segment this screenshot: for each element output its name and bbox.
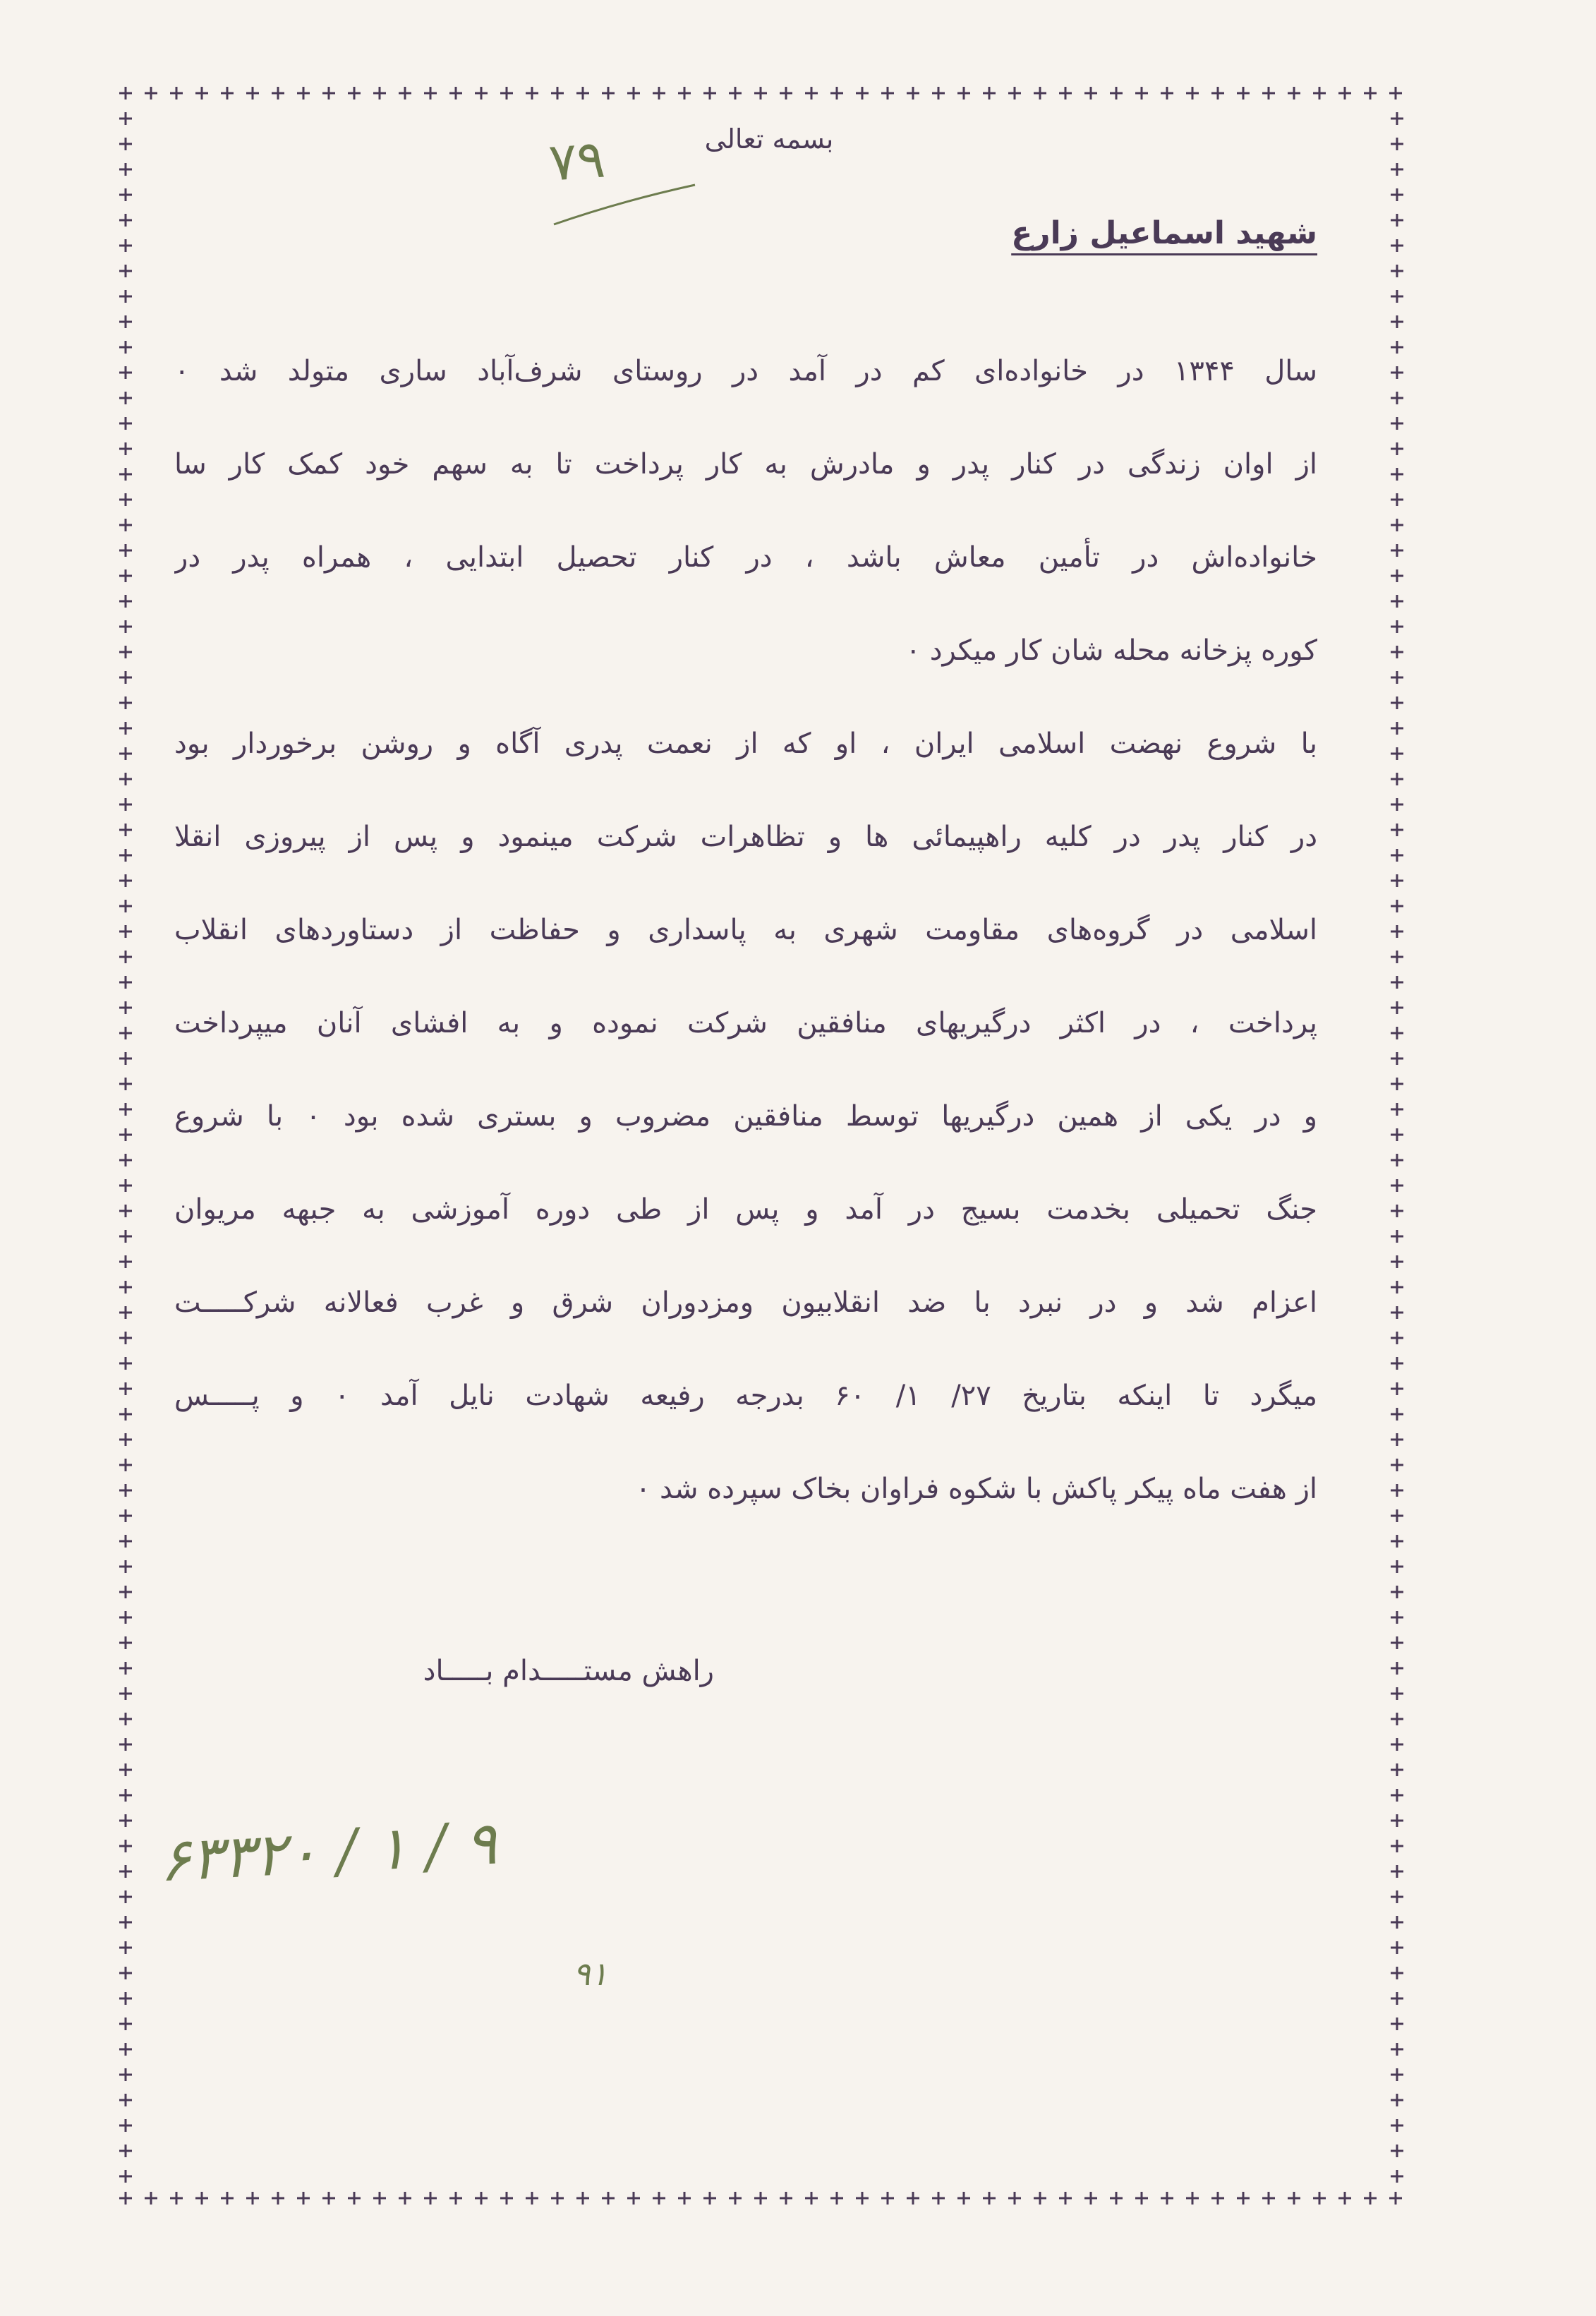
body-line: در کنار پدر در کلیه راهپیمائی ها و تظاهرات شرکت مینمود و پس از پیروزی انقلا xyxy=(174,821,1317,853)
header-title: بسمه تعالی xyxy=(704,123,834,155)
handwritten-page-number: ۷۹ xyxy=(547,128,607,193)
handwritten-id-number: ۶۳۳۲۰ / ۱ / ۹ xyxy=(157,1808,499,1895)
body-line: و در یکی از همین درگیریها توسط منافقین مضروب و بستری شده بود ۰ با شروع xyxy=(174,1100,1317,1133)
biography-body xyxy=(174,325,1317,1536)
handwritten-small-note: ۹۱ xyxy=(573,1955,608,1993)
body-line: میگرد تا اینکه بتاریخ ۲۷/ ۱/ ۶۰ بدرجه رفیعه شهادت نایل آمد ۰ و پـــــس xyxy=(174,1380,1317,1412)
body-line: سال ۱۳۴۴ در خانواده‌ای کم در آمد در روستای شرف‌آباد ساری متولد شد ۰ xyxy=(174,355,1317,387)
body-line: کوره پزخانه محله شان کار میکرد ۰ xyxy=(905,634,1317,667)
body-line: اسلامی در گروه‌های مقاومت شهری به پاسداری و حفاظت از دستاوردهای انقلاب xyxy=(174,914,1317,946)
body-line: جنگ تحمیلی بخدمت بسیج در آمد و پس از طی دوره آموزشی به جبهه مریوان xyxy=(174,1193,1317,1226)
body-line: از هفت ماه پیکر پاکش با شکوه فراوان بخاک سپرده شد ۰ xyxy=(635,1473,1317,1505)
martyr-name-title: شهید اسماعیل زارع xyxy=(1011,215,1317,251)
body-line: اعزام شد و در نبرد با ضد انقلابیون ومزدوران شرق و غرب فعالانه شرکـــــت xyxy=(174,1286,1317,1319)
body-line: خانواده‌اش در تأمین معاش باشد ، در کنار تحصیل ابتدایی ، همراه پدر در xyxy=(174,541,1317,574)
body-line: پرداخت ، در اکثر درگیریهای منافقین شرکت نموده و به افشای آنان میپرداخت xyxy=(174,1007,1317,1039)
closing-line: راهش مستـــــدام بـــــاد xyxy=(423,1655,714,1687)
body-line: از اوان زندگی در کنار پدر و مادرش به کار پرداخت تا به سهم خود کمک کار سا xyxy=(174,448,1317,481)
body-line: با شروع نهضت اسلامی ایران ، او که از نعمت پدری آگاه و روشن برخوردار بود xyxy=(174,728,1317,760)
